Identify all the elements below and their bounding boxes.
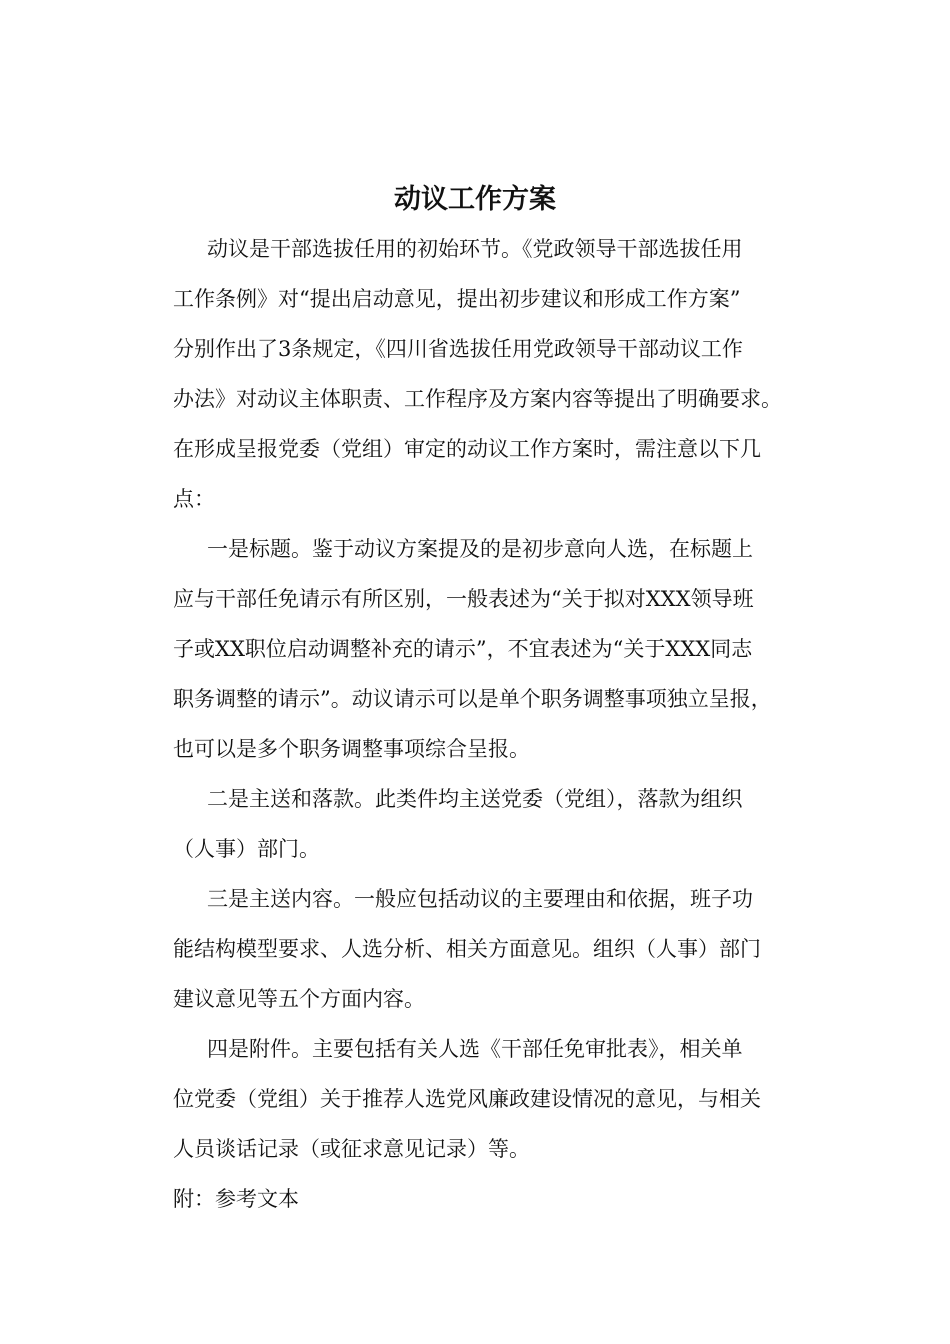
paragraph-2-line-4: 职务调整的请示”。动议请示可以是单个职务调整事项独立呈报， <box>173 687 772 711</box>
paragraph-3-line-2: （人事）部门。 <box>173 837 320 861</box>
paragraph-5-line-1: 四是附件。主要包括有关人选《干部任免审批表》，相关单 <box>207 1037 743 1061</box>
paragraph-1-line-2: 工作条例》对“提出启动意见，提出初步建议和形成工作方案” <box>173 287 741 311</box>
paragraph-4-line-2: 能结构模型要求、人选分析、相关方面意见。组织（人事）部门 <box>173 937 761 961</box>
paragraph-5-line-3: 人员谈话记录（或征求意见记录）等。 <box>173 1137 530 1161</box>
paragraph-5-line-2: 位党委（党组）关于推荐人选党风廉政建设情况的意见，与相关 <box>173 1087 761 1111</box>
appendix-label: 附：参考文本 <box>173 1187 299 1211</box>
paragraph-1-line-4: 办法》对动议主体职责、工作程序及方案内容等提出了明确要求。 <box>173 387 782 411</box>
paragraph-2-line-5: 也可以是多个职务调整事项综合呈报。 <box>173 737 530 761</box>
paragraph-1-line-6: 点： <box>173 487 215 511</box>
paragraph-2-line-1: 一是标题。鉴于动议方案提及的是初步意向人选，在标题上 <box>207 537 753 561</box>
paragraph-1-line-1: 动议是干部选拔任用的初始环节。《党政领导干部选拔任用 <box>207 237 743 261</box>
paragraph-2-line-2: 应与干部任免请示有所区别，一般表述为“关于拟对XXX领导班 <box>173 587 754 611</box>
paragraph-1-line-3: 分别作出了3条规定，《四川省选拔任用党政领导干部动议工作 <box>173 337 743 361</box>
paragraph-4-line-3: 建议意见等五个方面内容。 <box>173 987 425 1011</box>
paragraph-3-line-1: 二是主送和落款。此类件均主送党委（党组），落款为组织 <box>207 787 743 811</box>
paragraph-4-line-1: 三是主送内容。一般应包括动议的主要理由和依据，班子功 <box>207 887 753 911</box>
document-title: 动议工作方案 <box>394 184 556 215</box>
paragraph-2-line-3: 子或XX职位启动调整补充的请示”，不宜表述为“关于XXX同志 <box>173 637 753 661</box>
paragraph-1-line-5: 在形成呈报党委（党组）审定的动议工作方案时，需注意以下几 <box>173 437 761 461</box>
